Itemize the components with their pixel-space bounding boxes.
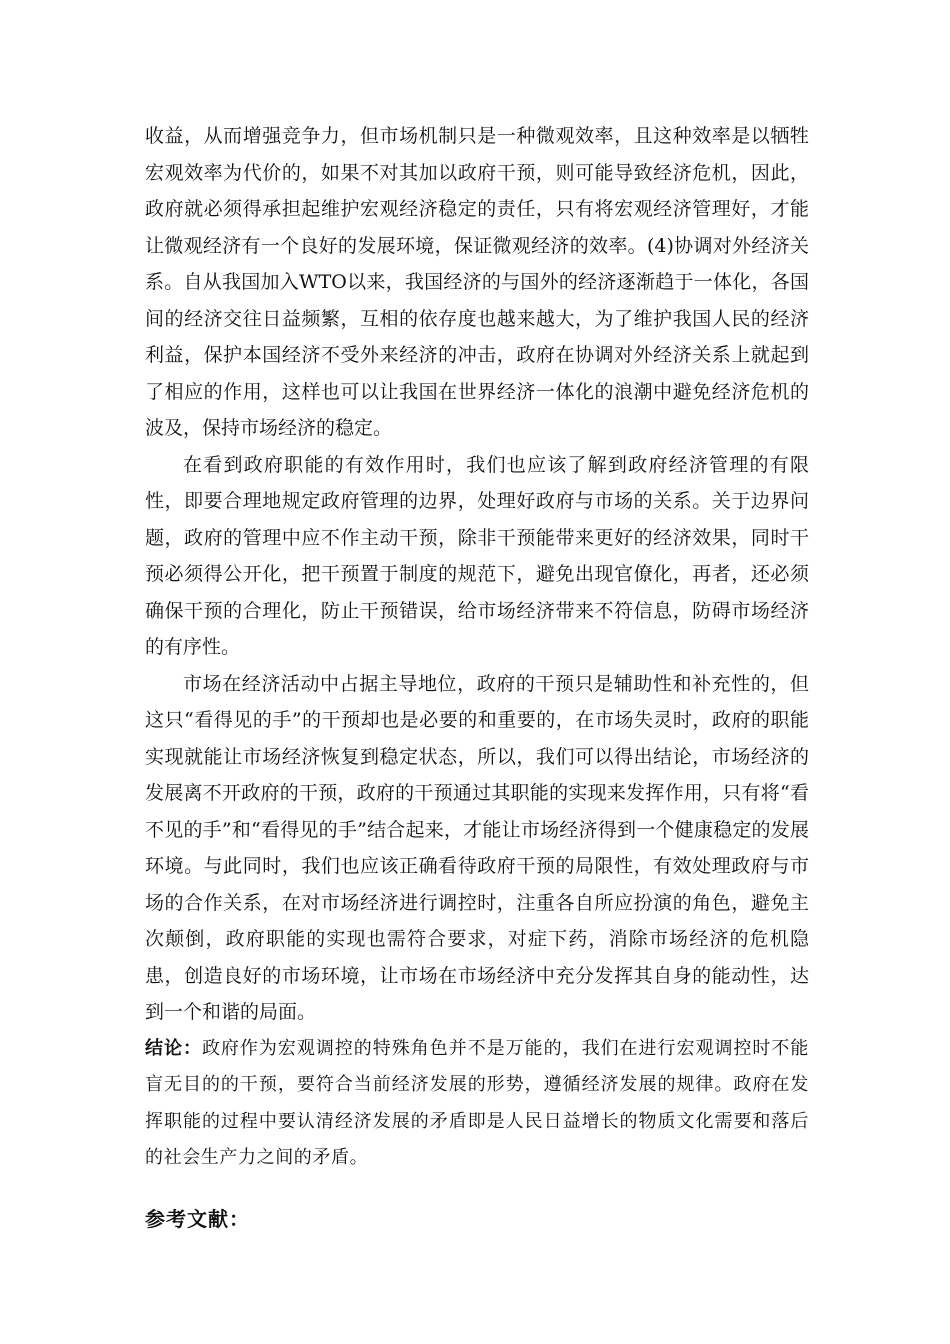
- conclusion-paragraph: [145, 1031, 809, 1177]
- document-page: [145, 118, 809, 1237]
- conclusion-text: 政府作为宏观调控的特殊角色并不是万能的，我们在进行宏观调控时不能盲无目的的干预，要符合当前经济发展的形势，遵循经济发展的规律。政府在发挥职能的过程中要认清经济发展的矛盾即是人民日益增长的物质文化需要和落后的社会生产力之间的矛盾。: [145, 1037, 809, 1168]
- body-paragraph-2: 在看到政府职能的有效作用时，我们也应该了解到政府经济管理的有限性，即要合理地规定政府管理的边界，处理好政府与市场的关系。关于边界问题，政府的管理中应不作主动干预，除非干预能带来更好的经济效果，同时干预必须得公开化，把干预置于制度的规范下，避免出现官僚化，再者，还必须确保干预的合理化，防止干预错误，给市场经济带来不符信息，防碍市场经济的有序性。: [145, 453, 809, 658]
- body-paragraph-1: 收益，从而增强竞争力，但市场机制只是一种微观效率，且这种效率是以牺牲宏观效率为代价的，如果不对其加以政府干预，则可能导致经济危机，因此，政府就必须得承担起维护宏观经济稳定的责任，只有将宏观经济管理好，才能让微观经济有一个良好的发展环境，保证微观经济的效率。(4)协调对外经济关系。自从我国加入WTO以来，我国经济的与国外的经济逐渐趋于一体化，各国间的经济交往日益频繁，互相的依存度也越来越大，为了维护我国人民的经济利益，保护本国经济不受外来经济的冲击，政府在协调对外经济关系上就起到了相应的作用，这样也可以让我国在世界经济一体化的浪潮中避免经济危机的波及，保持市场经济的稳定。: [145, 125, 809, 439]
- body-paragraph-3: 市场在经济活动中占据主导地位，政府的干预只是辅助性和补充性的，但这只“看得见的手”的干预却也是必要的和重要的，在市场失灵时，政府的职能实现就能让市场经济恢复到稳定状态，所以，我们可以得出结论，市场经济的发展离不开政府的干预，政府的干预通过其职能的实现来发挥作用，只有将“看不见的手”和“看得见的手”结合起来，才能让市场经济得到一个健康稳定的发展环境。与此同时，我们也应该正确看待政府干预的局限性，有效处理政府与市场的合作关系，在对市场经济进行调控时，注重各自所应扮演的角色，避免主次颠倒，政府职能的实现也需符合要求，对症下药，消除市场经济的危机隐患，创造良好的市场环境，让市场在市场经济中充分发挥其自身的能动性，达到一个和谐的局面。: [145, 672, 809, 1023]
- references-heading: 参考文献：: [145, 1206, 250, 1231]
- conclusion-label: 结论：: [145, 1037, 202, 1059]
